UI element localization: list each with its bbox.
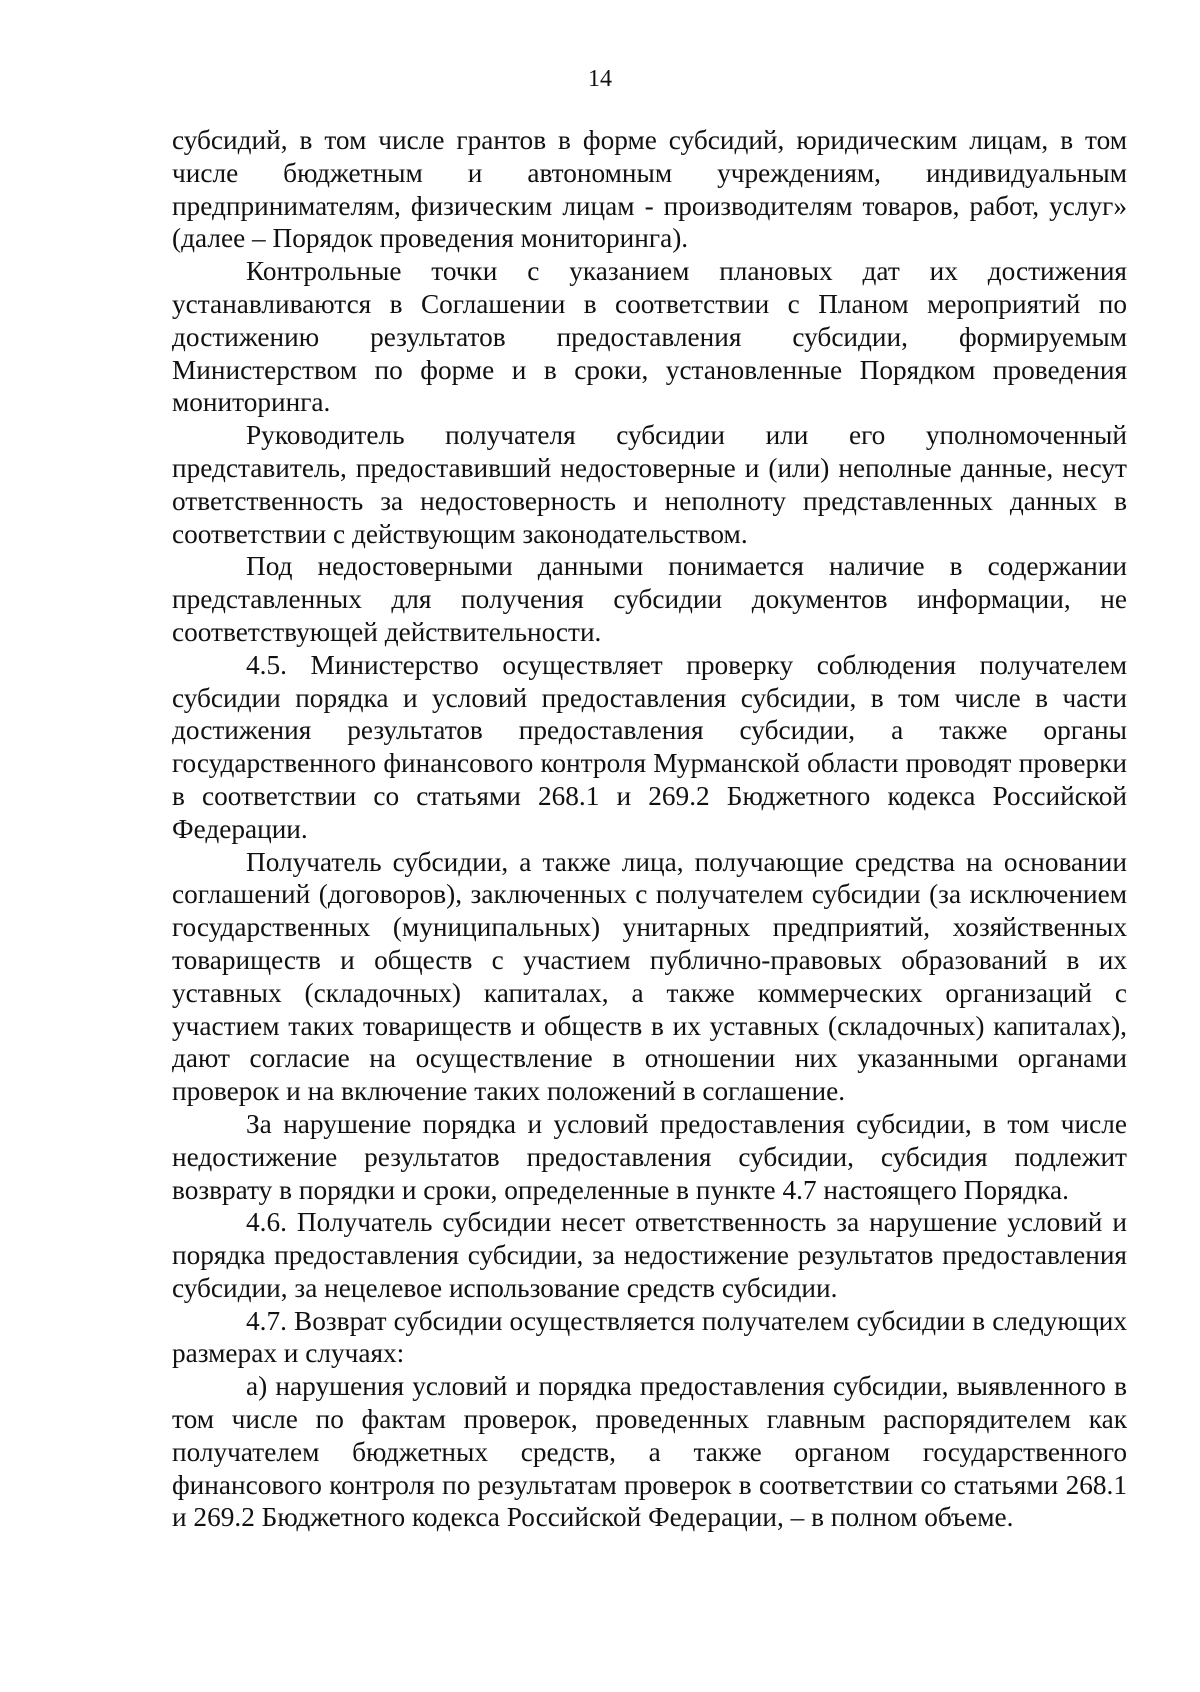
paragraph-5: 4.5. Министерство осуществляет проверку соблюдения получателем субсидии порядка и условий предоставления субсидии, в том числе в части достижения результатов предоставления субсидии, а также органы государственного финансового контроля Мурманской области проводят проверки в соответствии со статьями 268.1 и 269.2 Бюджетного кодекса Российской Федерации.: [172, 649, 1127, 844]
paragraph-9: 4.7. Возврат субсидии осуществляется получателем субсидии в следующих размерах и случаях:: [172, 1305, 1127, 1369]
paragraph-7: За нарушение порядка и условий предоставления субсидии, в том числе недостижение результатов предоставления субсидии, субсидия подлежит возврату в порядки и сроки, определенные в пункте 4.7 настоящего Порядка.: [172, 1108, 1127, 1205]
paragraph-10: а) нарушения условий и порядка предоставления субсидии, выявленного в том числе по фактам проверок, проведенных главным распорядителем как получателем бюджетных средств, а также органом государственного финансового контроля по результатам проверок в соответствии со статьями 268.1 и 269.2 Бюджетного кодекса Российской Федерации, – в полном объеме.: [172, 1371, 1127, 1533]
paragraph-6: Получатель субсидии, а также лица, получающие средства на основании соглашений (договоров), заключенных с получателем субсидии (за исключением государственных (муниципальных) унитарных предприятий, хозяйственных товариществ и обществ с участием публично-правовых образований в их уставных (складочных) капиталах, а также коммерческих организаций с участием таких товариществ и обществ в их уставных (складочных) капиталах), дают согласие на осуществление в отношении них указанными органами проверок и на включение таких положений в соглашение.: [172, 846, 1127, 1107]
page-number: 14: [588, 66, 612, 92]
paragraph-3: Руководитель получателя субсидии или его уполномоченный представитель, предоставивший недостоверные и (или) неполные данные, несут ответственность за недостоверность и неполноту представленных данных в соответствии с действующим законодательством.: [172, 420, 1127, 549]
document-body: [172, 124, 1127, 1534]
paragraph-1: субсидий, в том числе грантов в форме субсидий, юридическим лицам, в том числе бюджетным и автономным учреждениям, индивидуальным предпринимателям, физическим лицам - производителям товаров, работ, услуг» (далее – Порядок проведения мониторинга).: [172, 125, 1127, 254]
paragraph-8: 4.6. Получатель субсидии несет ответственность за нарушение условий и порядка предоставления субсидии, за недостижение результатов предоставления субсидии, за нецелевое использование средств субсидии.: [172, 1207, 1127, 1303]
paragraph-4: Под недостоверными данными понимается наличие в содержании представленных для получения субсидии документов информации, не соответствующей действительности.: [172, 551, 1127, 647]
paragraph-2: Контрольные точки с указанием плановых дат их достижения устанавливаются в Соглашении в соответствии с Планом мероприятий по достижению результатов предоставления субсидии, формируемым Министерством по форме и в сроки, установленные Порядком проведения мониторинга.: [172, 256, 1127, 418]
